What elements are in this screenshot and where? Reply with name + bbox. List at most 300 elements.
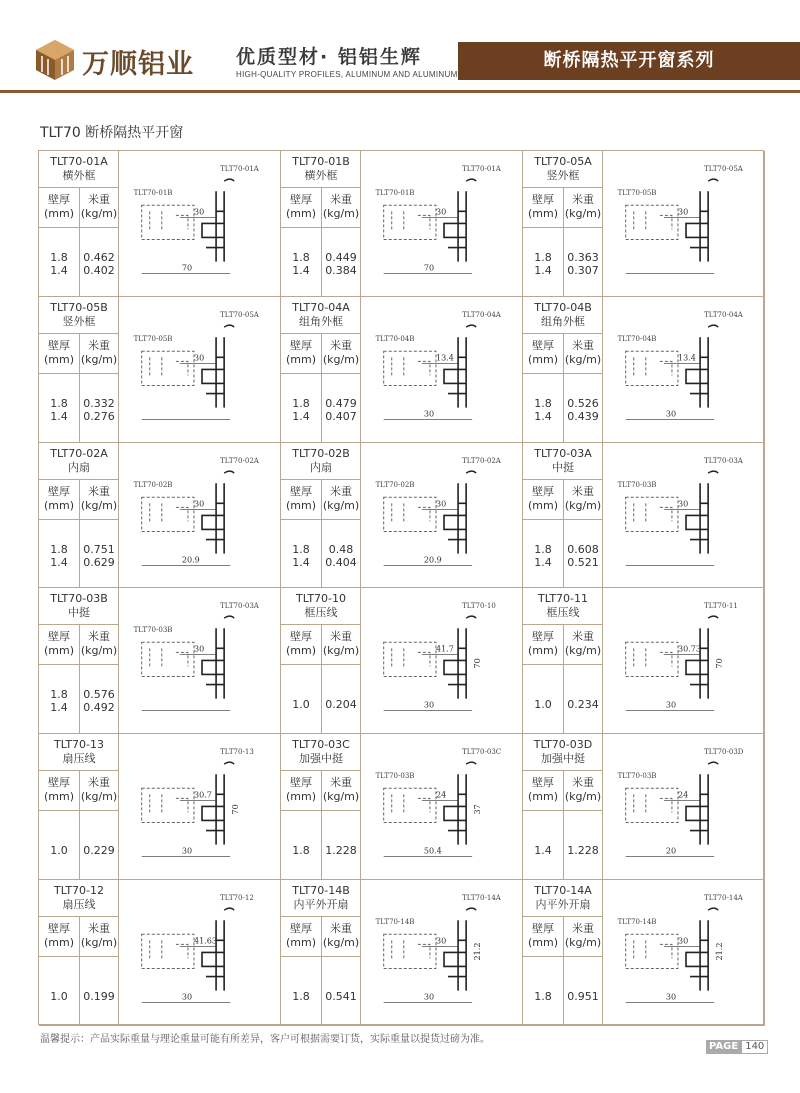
wall-thickness-value: 1.8 1.4: [292, 542, 310, 569]
wall-thickness-value: 1.8 1.4: [50, 542, 68, 569]
dimension-value: 30: [193, 644, 205, 654]
col-header-wall: 壁厚: [48, 338, 70, 352]
main-profile-outline: [444, 337, 466, 407]
companion-profile-detail: [392, 940, 430, 960]
product-name: 扇压线: [62, 752, 96, 766]
col-header-wall-unit: (mm): [285, 790, 316, 804]
product-name: 竖外框: [62, 314, 96, 328]
col-header-wall: 壁厚: [290, 922, 312, 935]
col-header-weight-unit: (kg/m): [322, 644, 360, 658]
col-header-weight: 米重: [88, 484, 110, 498]
col-header-wall-unit: (mm): [43, 644, 74, 658]
profile-hook: [224, 617, 234, 619]
profile-hook: [708, 908, 718, 910]
product-name: 组角外框: [541, 314, 585, 328]
dimension-value: 30: [677, 207, 689, 217]
product-code: TLT70-03A: [534, 446, 592, 460]
profile-label: TLT70-05B: [133, 334, 173, 344]
profile-cross-section-drawing: [361, 443, 523, 589]
companion-profile-detail: [392, 357, 430, 377]
profile-drawing-cell: [603, 734, 765, 880]
profile-drawing-cell: [603, 443, 765, 589]
product-name: 竖外框: [546, 169, 580, 182]
dimension-value: 30: [435, 498, 447, 508]
wall-thickness-value: 1.8: [292, 990, 310, 1003]
main-profile-outline: [686, 920, 708, 990]
wall-thickness-value: 1.8: [292, 844, 310, 858]
dimension-value: 21.2: [715, 942, 725, 961]
profile-label: TLT70-04B: [375, 334, 415, 344]
col-header-wall-unit: (mm): [285, 936, 316, 949]
companion-profile-detail: [392, 795, 430, 815]
product-code: TLT70-02B: [292, 446, 350, 460]
col-header-wall-unit: (mm): [43, 207, 74, 220]
companion-profile-detail: [634, 795, 672, 815]
profile-label: TLT70-01A: [220, 164, 259, 174]
product-name: 内扇: [68, 460, 90, 474]
main-profile-outline: [202, 337, 224, 407]
col-header-wall: 壁厚: [48, 630, 70, 644]
profile-hook: [708, 762, 718, 764]
col-header-wall: 壁厚: [290, 776, 312, 790]
profile-drawing-cell: [361, 151, 523, 297]
profile-drawing-cell: [603, 151, 765, 297]
wall-thickness-value: 1.0: [534, 698, 552, 712]
profile-label: TLT70-04A: [462, 309, 501, 319]
weight-value: 0.479 0.407: [325, 396, 357, 423]
profile-cross-section-drawing: [119, 734, 281, 880]
profile-hook: [224, 325, 234, 327]
product-code: TLT70-03B: [50, 592, 108, 606]
profile-drawing-cell: [603, 588, 765, 734]
profile-cross-section-drawing: [119, 880, 281, 1026]
profile-label: TLT70-03B: [617, 479, 657, 489]
col-header-wall: 壁厚: [532, 338, 554, 352]
main-profile-outline: [444, 629, 466, 699]
dimension-value: 30: [665, 992, 677, 1002]
profile-label: TLT70-02A: [220, 455, 259, 465]
profile-hook: [466, 471, 476, 473]
dimension-value: 13.4: [435, 353, 454, 363]
profile-hook: [466, 762, 476, 764]
companion-profile-detail: [392, 649, 430, 669]
product-code: TLT70-12: [53, 884, 104, 897]
page-number: [706, 1040, 768, 1054]
product-code: TLT70-02A: [50, 446, 108, 460]
product-code: TLT70-03C: [292, 738, 350, 752]
col-header-weight: 米重: [88, 193, 110, 206]
profile-hook: [224, 762, 234, 764]
profile-hook: [224, 908, 234, 910]
profile-hook: [708, 471, 718, 473]
product-spec-cell: [281, 443, 361, 589]
dimension-value: 70: [423, 263, 435, 273]
companion-profile-detail: [634, 649, 672, 669]
col-header-wall-unit: (mm): [285, 207, 316, 220]
col-header-weight-unit: (kg/m): [80, 936, 118, 949]
weight-value: 0.199: [83, 990, 115, 1003]
profile-hook: [466, 325, 476, 327]
dimension-value: 30: [423, 992, 435, 1002]
product-spec-cell: [523, 588, 603, 734]
header-rule: [0, 90, 800, 93]
brand-name: 万顺铝业: [82, 49, 194, 80]
dimension-value: 41.63: [193, 936, 217, 946]
profile-cross-section-drawing: [361, 297, 523, 443]
dimension-value: 13.4: [677, 353, 696, 363]
product-code: TLT70-04A: [292, 300, 350, 314]
weight-value: 0.234: [567, 698, 599, 712]
dimension-value: 21.2: [473, 942, 483, 961]
profile-hook: [466, 617, 476, 619]
weight-value: 0.204: [325, 698, 357, 712]
product-spec-cell: [39, 151, 119, 297]
dimension-value: 30: [677, 936, 689, 946]
col-header-wall-unit: (mm): [527, 498, 558, 512]
product-spec-cell: [281, 297, 361, 443]
main-profile-outline: [202, 920, 224, 990]
dimension-value: 20.9: [181, 555, 200, 565]
wall-thickness-value: 1.8 1.4: [534, 396, 552, 423]
slogan-en: HIGH-QUALITY PROFILES, ALUMINUM AND ALUMINUM: [236, 70, 458, 79]
product-spec-cell: [281, 734, 361, 880]
profile-cross-section-drawing: [603, 297, 765, 443]
main-profile-outline: [686, 774, 708, 844]
product-name: 内平外开扇: [293, 898, 349, 911]
col-header-weight-unit: (kg/m): [80, 352, 118, 366]
product-code: TLT70-10: [295, 592, 346, 606]
col-header-weight-unit: (kg/m): [564, 790, 602, 804]
product-code: TLT70-14A: [534, 884, 592, 897]
weight-value: 0.449 0.384: [325, 251, 357, 277]
product-code: TLT70-14B: [292, 884, 350, 897]
page-value: 140: [741, 1040, 768, 1054]
profile-drawing-cell: [361, 880, 523, 1026]
product-table: [38, 150, 764, 1025]
product-name: 框压线: [304, 606, 338, 620]
main-profile-outline: [444, 483, 466, 553]
product-spec-cell: [523, 734, 603, 880]
dimension-value: 30: [665, 701, 677, 711]
profile-label: TLT70-03B: [375, 771, 415, 781]
col-header-weight: 米重: [330, 630, 352, 644]
weight-value: 0.951: [567, 990, 599, 1003]
dimension-value: 70: [473, 658, 483, 669]
profile-label: TLT70-14B: [617, 917, 657, 927]
profile-cross-section-drawing: [361, 880, 523, 1026]
col-header-weight-unit: (kg/m): [80, 790, 118, 804]
companion-profile-detail: [150, 211, 188, 231]
companion-profile-detail: [392, 211, 430, 231]
profile-label: TLT70-02B: [133, 479, 173, 489]
profile-hook: [466, 908, 476, 910]
weight-value: 0.48 0.404: [325, 542, 357, 569]
profile-label: TLT70-14A: [462, 893, 501, 903]
col-header-weight-unit: (kg/m): [80, 207, 118, 220]
product-spec-cell: [281, 151, 361, 297]
profile-label: TLT70-14B: [375, 917, 415, 927]
profile-hook: [708, 617, 718, 619]
product-name: 加强中挺: [541, 752, 585, 766]
profile-drawing-cell: [361, 443, 523, 589]
product-code: TLT70-13: [53, 738, 104, 752]
profile-drawing-cell: [603, 880, 765, 1026]
profile-label: TLT70-12: [220, 893, 254, 903]
main-profile-outline: [202, 483, 224, 553]
profile-cross-section-drawing: [603, 151, 765, 297]
wall-thickness-value: 1.8 1.4: [292, 396, 310, 423]
weight-value: 0.462 0.402: [83, 251, 115, 277]
dimension-value: 30: [193, 498, 205, 508]
dimension-value: 30: [665, 409, 677, 419]
col-header-wall: 壁厚: [48, 193, 70, 206]
col-header-weight-unit: (kg/m): [322, 936, 360, 949]
profile-label: TLT70-04A: [704, 309, 743, 319]
dimension-value: 30: [181, 992, 193, 1002]
main-profile-outline: [686, 629, 708, 699]
profile-label: TLT70-01B: [375, 188, 415, 198]
col-header-weight: 米重: [330, 338, 352, 352]
profile-cross-section-drawing: [603, 880, 765, 1026]
dimension-value: 30: [193, 207, 205, 217]
companion-profile-detail: [150, 503, 188, 523]
col-header-weight: 米重: [330, 193, 352, 206]
col-header-wall: 壁厚: [532, 776, 554, 790]
profile-cross-section-drawing: [361, 588, 523, 734]
profile-label: TLT70-03C: [462, 747, 502, 757]
main-profile-outline: [202, 774, 224, 844]
dimension-value: 37: [473, 804, 483, 815]
companion-profile-detail: [150, 795, 188, 815]
profile-label: TLT70-05A: [220, 309, 259, 319]
dimension-value: 30: [435, 207, 447, 217]
col-header-weight-unit: (kg/m): [80, 644, 118, 658]
profile-cross-section-drawing: [361, 151, 523, 297]
dimension-value: 20: [665, 846, 677, 856]
profile-cross-section-drawing: [119, 588, 281, 734]
profile-drawing-cell: [119, 297, 281, 443]
col-header-weight-unit: (kg/m): [564, 352, 602, 366]
dimension-value: 41.7: [435, 644, 454, 654]
col-header-wall: 壁厚: [48, 484, 70, 498]
profile-cross-section-drawing: [119, 443, 281, 589]
profile-label: TLT70-01B: [133, 188, 173, 198]
product-code: TLT70-01B: [292, 155, 350, 168]
col-header-wall: 壁厚: [290, 630, 312, 644]
col-header-wall: 壁厚: [532, 484, 554, 498]
col-header-wall-unit: (mm): [285, 644, 316, 658]
dimension-value: 30: [423, 409, 435, 419]
col-header-weight-unit: (kg/m): [322, 790, 360, 804]
product-spec-cell: [523, 880, 603, 1026]
profile-label: TLT70-11: [704, 601, 738, 611]
main-profile-outline: [444, 774, 466, 844]
product-spec-cell: [523, 297, 603, 443]
col-header-weight: 米重: [330, 776, 352, 790]
profile-drawing-cell: [119, 734, 281, 880]
product-code: TLT70-04B: [534, 300, 592, 314]
product-name: 框压线: [546, 606, 580, 620]
page-header: [0, 0, 800, 92]
profile-label: TLT70-04B: [617, 334, 657, 344]
profile-drawing-cell: [119, 880, 281, 1026]
main-profile-outline: [202, 191, 224, 261]
col-header-weight: 米重: [572, 338, 594, 352]
weight-value: 0.363 0.307: [567, 251, 599, 277]
product-spec-cell: [523, 151, 603, 297]
product-spec-cell: [39, 297, 119, 443]
dimension-value: 30: [193, 353, 205, 363]
product-name: 内平外开扇: [535, 898, 591, 911]
dimension-value: 30.7: [193, 790, 212, 800]
wall-thickness-value: 1.8 1.4: [292, 251, 310, 277]
col-header-weight-unit: (kg/m): [564, 936, 602, 949]
col-header-wall-unit: (mm): [527, 352, 558, 366]
weight-value: 0.332 0.276: [83, 396, 115, 423]
product-code: TLT70-05B: [50, 300, 108, 314]
main-profile-outline: [686, 483, 708, 553]
main-profile-outline: [686, 337, 708, 407]
wall-thickness-value: 1.8 1.4: [50, 396, 68, 423]
product-name: 中挺: [552, 460, 574, 474]
profile-label: TLT70-05A: [704, 164, 743, 174]
product-spec-cell: [281, 880, 361, 1026]
wall-thickness-value: 1.8: [534, 990, 552, 1003]
page-label: PAGE: [706, 1040, 741, 1054]
col-header-weight: 米重: [330, 484, 352, 498]
weight-value: 0.608 0.521: [567, 542, 599, 569]
product-name: 加强中挺: [299, 752, 343, 766]
col-header-wall-unit: (mm): [527, 207, 558, 220]
product-spec-cell: [39, 880, 119, 1026]
footnote: 温馨提示：产品实际重量与理论重量可能有所差异，客户可根据需要订货，实际重量以提货过磅为准。: [40, 1034, 490, 1045]
brand-logo-icon: [36, 40, 74, 80]
col-header-weight-unit: (kg/m): [564, 498, 602, 512]
col-header-weight: 米重: [88, 922, 110, 935]
wall-thickness-value: 1.8 1.4: [50, 688, 68, 715]
profile-hook: [708, 325, 718, 327]
wall-thickness-value: 1.0: [50, 990, 68, 1003]
profile-drawing-cell: [119, 151, 281, 297]
weight-value: 0.576 0.492: [83, 688, 115, 715]
col-header-weight: 米重: [88, 338, 110, 352]
profile-hook: [224, 471, 234, 473]
series-title: 断桥隔热平开窗系列: [458, 42, 800, 80]
col-header-weight: 米重: [572, 922, 594, 935]
weight-value: 0.541: [325, 990, 357, 1003]
dimension-value: 30: [423, 701, 435, 711]
col-header-weight-unit: (kg/m): [322, 352, 360, 366]
profile-cross-section-drawing: [361, 734, 523, 880]
wall-thickness-value: 1.0: [292, 698, 310, 712]
main-profile-outline: [686, 191, 708, 261]
profile-label: TLT70-03A: [704, 455, 743, 465]
dimension-value: 24: [677, 790, 689, 800]
col-header-wall: 壁厚: [532, 193, 554, 206]
companion-profile-detail: [150, 940, 188, 960]
product-spec-cell: [39, 734, 119, 880]
profile-cross-section-drawing: [603, 734, 765, 880]
weight-value: 0.526 0.439: [567, 396, 599, 423]
product-spec-cell: [39, 588, 119, 734]
profile-label: TLT70-03D: [704, 747, 744, 757]
profile-hook: [466, 179, 476, 181]
profile-drawing-cell: [119, 588, 281, 734]
product-spec-cell: [39, 443, 119, 589]
dimension-value: 70: [715, 658, 725, 669]
wall-thickness-value: 1.4: [534, 844, 552, 858]
main-profile-outline: [444, 920, 466, 990]
col-header-weight-unit: (kg/m): [322, 498, 360, 512]
main-profile-outline: [202, 629, 224, 699]
companion-profile-detail: [634, 211, 672, 231]
wall-thickness-value: 1.8 1.4: [534, 251, 552, 277]
profile-drawing-cell: [361, 588, 523, 734]
col-header-weight: 米重: [572, 776, 594, 790]
dimension-value: 20.9: [423, 555, 442, 565]
profile-label: TLT70-10: [462, 601, 496, 611]
weight-value: 1.228: [567, 844, 599, 858]
product-spec-cell: [523, 443, 603, 589]
col-header-wall-unit: (mm): [527, 790, 558, 804]
profile-label: TLT70-05B: [617, 188, 657, 198]
profile-drawing-cell: [603, 297, 765, 443]
product-spec-cell: [281, 588, 361, 734]
product-code: TLT70-11: [537, 592, 588, 606]
product-name: 扇压线: [62, 898, 96, 911]
product-name: 横外框: [62, 169, 96, 182]
profile-label: TLT70-13: [220, 747, 254, 757]
dimension-value: 30.73: [677, 644, 701, 654]
profile-label: TLT70-03A: [220, 601, 259, 611]
profile-drawing-cell: [361, 734, 523, 880]
wall-thickness-value: 1.0: [50, 844, 68, 858]
col-header-weight-unit: (kg/m): [564, 207, 602, 220]
profile-label: TLT70-14A: [704, 893, 743, 903]
dimension-value: 50.4: [423, 846, 442, 856]
product-code: TLT70-03D: [533, 738, 593, 752]
companion-profile-detail: [150, 649, 188, 669]
col-header-wall-unit: (mm): [43, 352, 74, 366]
product-name: 横外框: [304, 169, 338, 182]
profile-drawing-cell: [361, 297, 523, 443]
col-header-wall: 壁厚: [48, 922, 70, 935]
col-header-wall-unit: (mm): [43, 936, 74, 949]
product-code: TLT70-01A: [50, 155, 108, 168]
col-header-weight-unit: (kg/m): [564, 644, 602, 658]
col-header-wall-unit: (mm): [43, 498, 74, 512]
col-header-wall: 壁厚: [48, 776, 70, 790]
col-header-wall-unit: (mm): [527, 644, 558, 658]
product-name: 内扇: [310, 460, 332, 474]
col-header-weight: 米重: [88, 776, 110, 790]
weight-value: 0.229: [83, 844, 115, 858]
weight-value: 0.751 0.629: [83, 542, 115, 569]
col-header-weight: 米重: [88, 630, 110, 644]
col-header-wall-unit: (mm): [43, 790, 74, 804]
slogan: 优质型材· 铝铝生辉: [236, 46, 422, 68]
col-header-weight: 米重: [572, 484, 594, 498]
col-header-wall: 壁厚: [290, 193, 312, 206]
col-header-wall-unit: (mm): [285, 352, 316, 366]
profile-cross-section-drawing: [119, 151, 281, 297]
product-name: 组角外框: [299, 314, 343, 328]
main-profile-outline: [444, 191, 466, 261]
profile-cross-section-drawing: [603, 443, 765, 589]
col-header-wall: 壁厚: [532, 630, 554, 644]
profile-label: TLT70-03B: [133, 625, 173, 635]
weight-value: 1.228: [325, 844, 357, 858]
